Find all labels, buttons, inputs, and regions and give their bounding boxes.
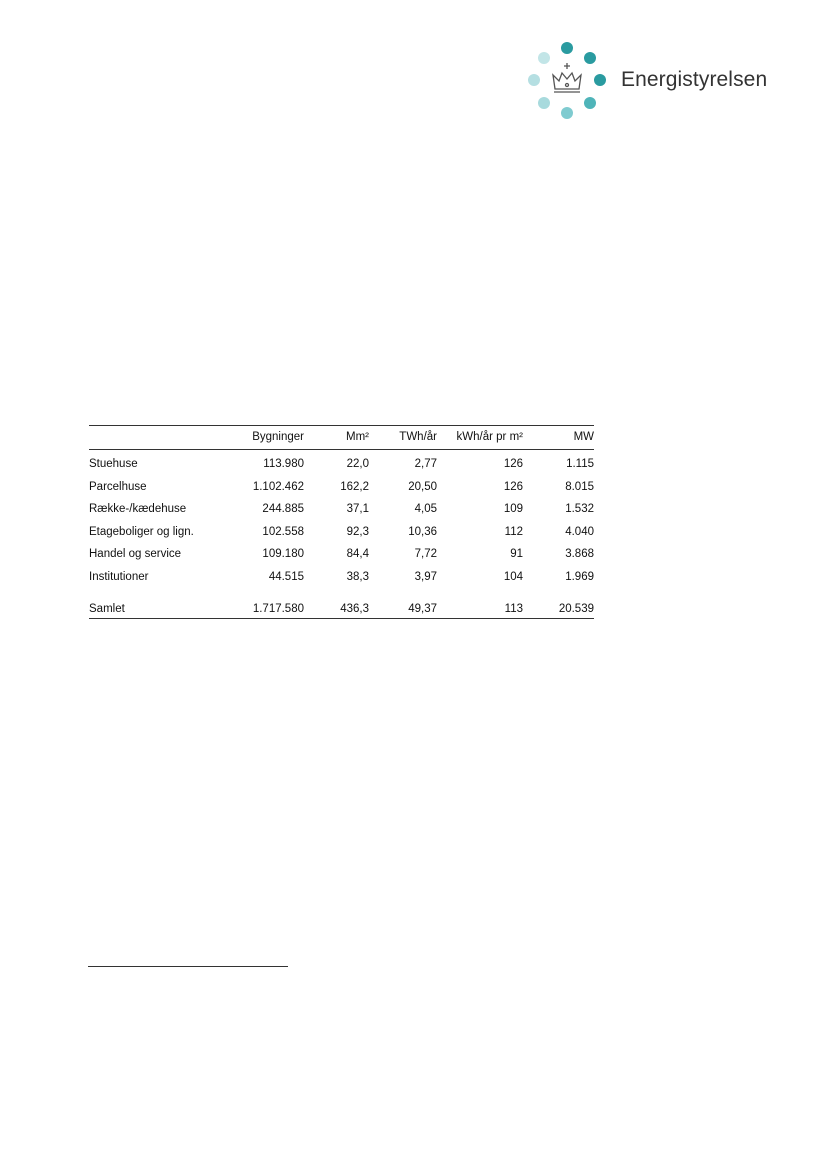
table-header-empty bbox=[89, 426, 239, 450]
table-header-row bbox=[89, 426, 594, 450]
cell-bygninger: 244.885 bbox=[262, 503, 304, 516]
cell-bygninger: 1.102.462 bbox=[252, 480, 304, 493]
building-energy-table bbox=[89, 425, 594, 619]
cell-twh: 3,97 bbox=[414, 570, 437, 583]
row-label: Række-/kædehuse bbox=[89, 503, 187, 516]
table-header-mw: MW bbox=[523, 426, 594, 450]
cell-mm2: 162,2 bbox=[340, 480, 369, 493]
logo-dot bbox=[561, 107, 573, 119]
cell-mm2: 22,0 bbox=[346, 458, 369, 471]
total-mw: 20.539 bbox=[523, 588, 594, 619]
cell-mw: 8.015 bbox=[565, 480, 594, 493]
cell-kwh-per-m2: 126 bbox=[503, 458, 523, 471]
cell-mw: 1.532 bbox=[565, 503, 594, 516]
total-label: Samlet bbox=[89, 588, 239, 619]
cell-mm2: 92,3 bbox=[346, 525, 369, 538]
cell-mw: 3.868 bbox=[565, 548, 594, 561]
table-row bbox=[89, 543, 594, 566]
logo-dot bbox=[561, 42, 573, 54]
cell-kwh-per-m2: 104 bbox=[503, 570, 523, 583]
row-label: Parcelhuse bbox=[89, 480, 147, 493]
total-kwh-per-m2: 113 bbox=[437, 588, 523, 619]
cell-bygninger: 102.558 bbox=[262, 525, 304, 538]
table-header-bygninger: Bygninger bbox=[239, 426, 304, 450]
cell-bygninger: 113.980 bbox=[263, 458, 304, 471]
table-header-twh: TWh/år bbox=[369, 426, 437, 450]
total-twh: 49,37 bbox=[369, 588, 437, 619]
total-mm2: 436,3 bbox=[304, 588, 369, 619]
cell-bygninger: 44.515 bbox=[268, 570, 304, 583]
cell-mw: 1.115 bbox=[566, 458, 594, 471]
cell-bygninger: 109.180 bbox=[262, 548, 304, 561]
logo-dot bbox=[584, 97, 596, 109]
table-row bbox=[89, 498, 594, 521]
cell-twh: 2,77 bbox=[414, 458, 437, 471]
table-header-kwh-per-m2: kWh/år pr m² bbox=[437, 426, 523, 450]
row-label: Etageboliger og lign. bbox=[89, 525, 194, 538]
cell-kwh-per-m2: 112 bbox=[504, 525, 523, 538]
brand-name: Energistyrelsen bbox=[621, 68, 768, 91]
table-row bbox=[89, 566, 594, 589]
cell-twh: 20,50 bbox=[408, 480, 437, 493]
logo-dot bbox=[594, 74, 606, 86]
table-row bbox=[89, 521, 594, 544]
cell-twh: 4,05 bbox=[414, 503, 437, 516]
cell-mw: 1.969 bbox=[565, 570, 594, 583]
table-total-row bbox=[89, 588, 594, 619]
row-label: Stuehuse bbox=[89, 458, 138, 471]
table-row bbox=[89, 450, 594, 476]
energistyrelsen-logo bbox=[524, 40, 768, 124]
cell-mm2: 84,4 bbox=[346, 548, 369, 561]
cell-kwh-per-m2: 91 bbox=[510, 548, 523, 561]
cell-mw: 4.040 bbox=[565, 525, 594, 538]
cell-kwh-per-m2: 126 bbox=[503, 480, 523, 493]
logo-dot bbox=[584, 52, 596, 64]
footnote-separator bbox=[88, 966, 288, 967]
cell-twh: 7,72 bbox=[414, 548, 437, 561]
logo-dot bbox=[538, 97, 550, 109]
crown-icon bbox=[553, 63, 581, 92]
row-label: Institutioner bbox=[89, 570, 149, 583]
cell-twh: 10,36 bbox=[408, 525, 437, 538]
cell-kwh-per-m2: 109 bbox=[503, 503, 523, 516]
table-header-mm2: Mm² bbox=[304, 426, 369, 450]
logo-dot bbox=[538, 52, 550, 64]
row-label: Handel og service bbox=[89, 548, 182, 561]
total-bygninger: 1.717.580 bbox=[239, 588, 304, 619]
logo-mark bbox=[524, 40, 614, 124]
logo-dot bbox=[528, 74, 540, 86]
cell-mm2: 38,3 bbox=[346, 570, 369, 583]
cell-mm2: 37,1 bbox=[346, 503, 369, 516]
table-row bbox=[89, 476, 594, 499]
